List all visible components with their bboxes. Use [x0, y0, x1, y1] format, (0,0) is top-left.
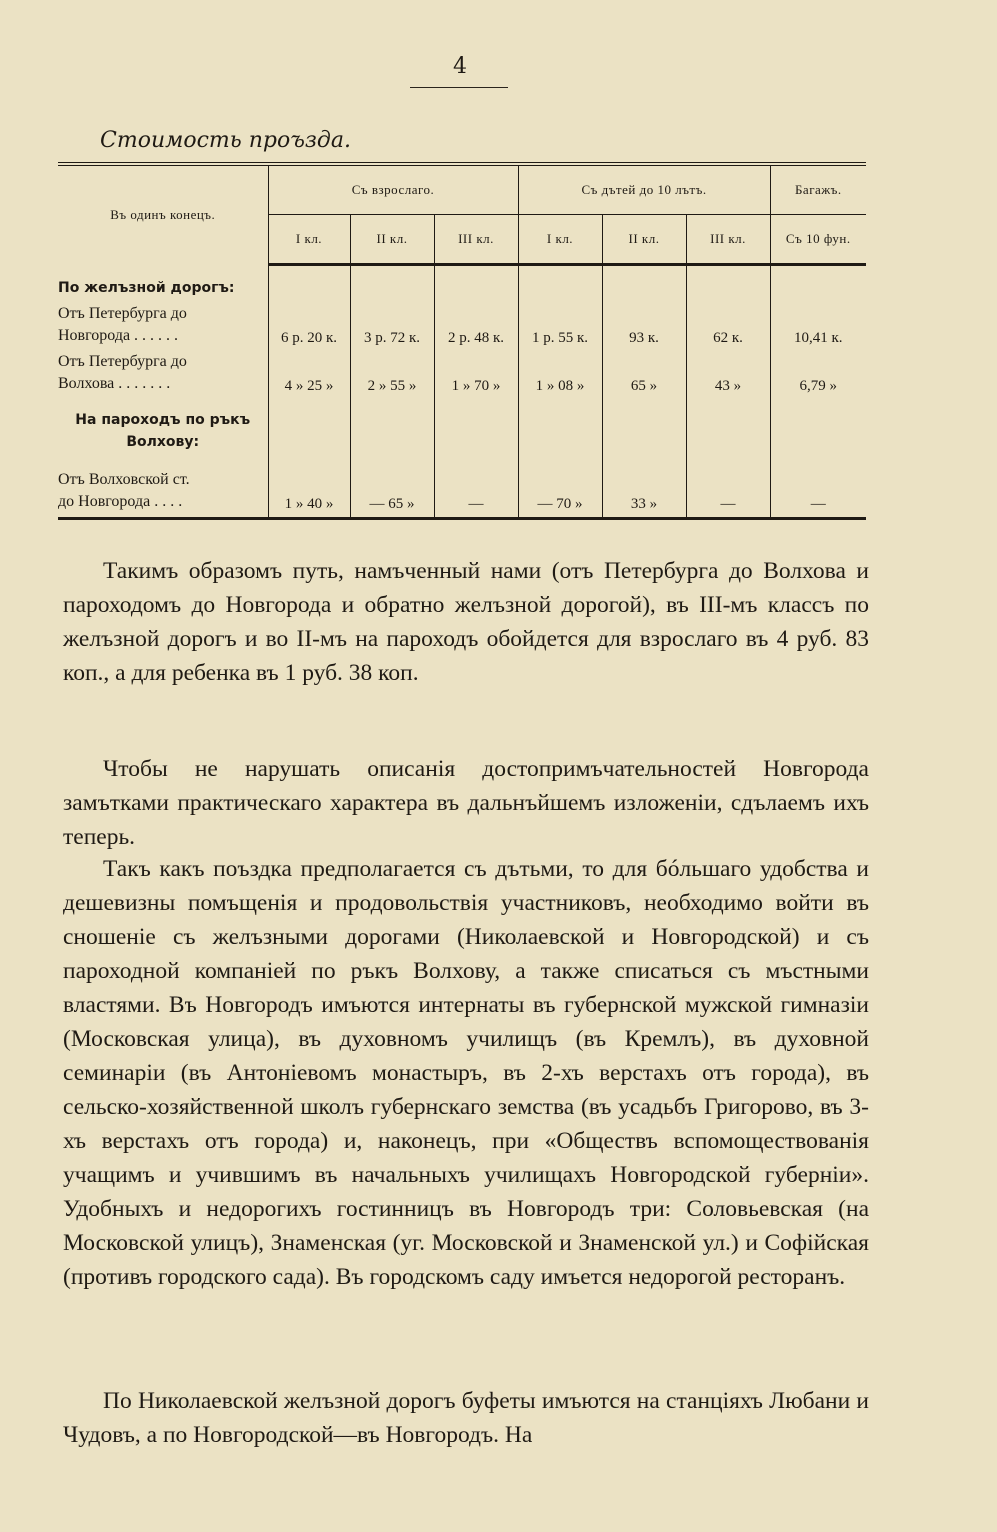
table-row — [58, 467, 866, 519]
table-cell: — 70 » — [518, 467, 602, 519]
table-cell: 6,79 » — [770, 347, 866, 395]
table-cell: 33 » — [602, 467, 686, 519]
subheader-adult-class-3: III кл. — [434, 215, 518, 265]
table-cell: — — [434, 467, 518, 519]
table-cell: 6 р. 20 к. — [268, 299, 350, 347]
rail-heading: По желъзной дорогъ: — [58, 279, 235, 296]
fare-table — [58, 162, 866, 520]
paragraph-buffets: По Николаевской желъзной дорогъ буфеты имъются на станціяхъ Любани и Чудовъ, а по Новгородской—въ Новгородъ. На — [63, 1388, 869, 1448]
table-cell: — 65 » — [350, 467, 434, 519]
page-number-rule — [410, 87, 508, 88]
paragraph-cost-summary: Такимъ образомъ путь, намъченный нами (отъ Петербурга до Волхова и пароходомъ до Новгорода и обратно желъзной дорогой), въ III-мъ классъ по желъзной дорогъ и во II-мъ на пароходъ обойдется для взрослаго въ 4 руб. 83 коп., а для ребенка въ 1 руб. 38 коп. — [63, 558, 869, 686]
group-header-luggage: Багажъ. — [770, 164, 866, 215]
table-cell: 65 » — [602, 347, 686, 395]
paragraph-notes-intro: Чтобы не нарушать описанія достопримъчательностей Новгорода замътками практическаго характера въ дальнъйшемъ изложеніи, сдълаемъ ихъ теперь. — [63, 756, 869, 850]
table-cell: — — [770, 467, 866, 519]
table-cell: 10,41 к. — [770, 299, 866, 347]
table-row — [58, 347, 866, 395]
table-cell: 3 р. 72 к. — [350, 299, 434, 347]
table-cell: 2 » 55 » — [350, 347, 434, 395]
row-label-line-1: Отъ Петербурга до — [58, 352, 187, 370]
table-cell: 93 к. — [602, 299, 686, 347]
subheader-child-class-2: II кл. — [602, 215, 686, 265]
row-label-line-2: Волхова . . . . . . . — [58, 374, 171, 392]
subheader-adult-class-1: I кл. — [268, 215, 350, 265]
group-header-children: Съ дътей до 10 лътъ. — [518, 164, 770, 215]
group-header-adult: Съ взрослаго. — [268, 164, 518, 215]
row-label-line-1: Отъ Петербурга до — [58, 304, 187, 322]
row-label-line-1: Отъ Волховской ст. — [58, 471, 190, 488]
table-cell: 1 » 08 » — [518, 347, 602, 395]
table-cell: 4 » 25 » — [268, 347, 350, 395]
table-cell: 1 » 40 » — [268, 467, 350, 519]
table-cell: 1 » 70 » — [434, 347, 518, 395]
page-number: 4 — [453, 54, 467, 79]
subheader-child-class-1: I кл. — [518, 215, 602, 265]
table-cell: 43 » — [686, 347, 770, 395]
subheader-adult-class-2: II кл. — [350, 215, 434, 265]
steamer-heading: На пароходъ по ръкъ Волхову: — [75, 411, 251, 450]
table-cell: — — [686, 467, 770, 519]
subheader-luggage: Съ 10 фун. — [770, 215, 866, 265]
subheader-child-class-3: III кл. — [686, 215, 770, 265]
table-cell: 62 к. — [686, 299, 770, 347]
table-cell: 1 р. 55 к. — [518, 299, 602, 347]
row-label-line-2: Новгорода . . . . . . — [58, 326, 179, 344]
paragraph-accommodation: Такъ какъ поъздка предполагается съ дътьми, то для бóльшаго удобства и дешевизны помъщенія и продовольствія участниковъ, необходимо войти въ сношеніе съ желъзными дорогами (Николаевской и Новгородской) и съ пароходной компаніей по ръкъ Волхову, а также списаться съ мъстными властями. Въ Новгородъ имъются интернаты въ губернской мужской гимназіи (Московская улица), въ духовномъ училищъ (въ Кремлъ), въ духовной семинаріи (въ Антоніевомъ монастыръ, въ 2-хъ верстахъ отъ города), въ сельско-хозяйственной школъ губернскаго земства (въ усадьбъ Григорово, въ 3-хъ верстахъ отъ города) и, наконецъ, при «Обществъ вспомоществованія учащимъ и учившимъ въ начальныхъ училищахъ Новгородской губерніи». Удобныхъ и недорогихъ гостинницъ въ Новгородъ три: Соловьевская (на Московской улицъ), Знаменская (уг. Московской и Знаменской ул.) и Софійская (противъ городского сада). Въ городскомъ саду имъется недорогой ресторанъ. — [63, 856, 869, 1290]
table-row — [58, 299, 866, 347]
table-corner-label: Въ одинъ конецъ. — [110, 207, 216, 223]
row-label-line-2: до Новгорода . . . . — [58, 493, 183, 510]
table-cell: 2 р. 48 к. — [434, 299, 518, 347]
section-title: Стоимость проъзда. — [100, 128, 351, 153]
